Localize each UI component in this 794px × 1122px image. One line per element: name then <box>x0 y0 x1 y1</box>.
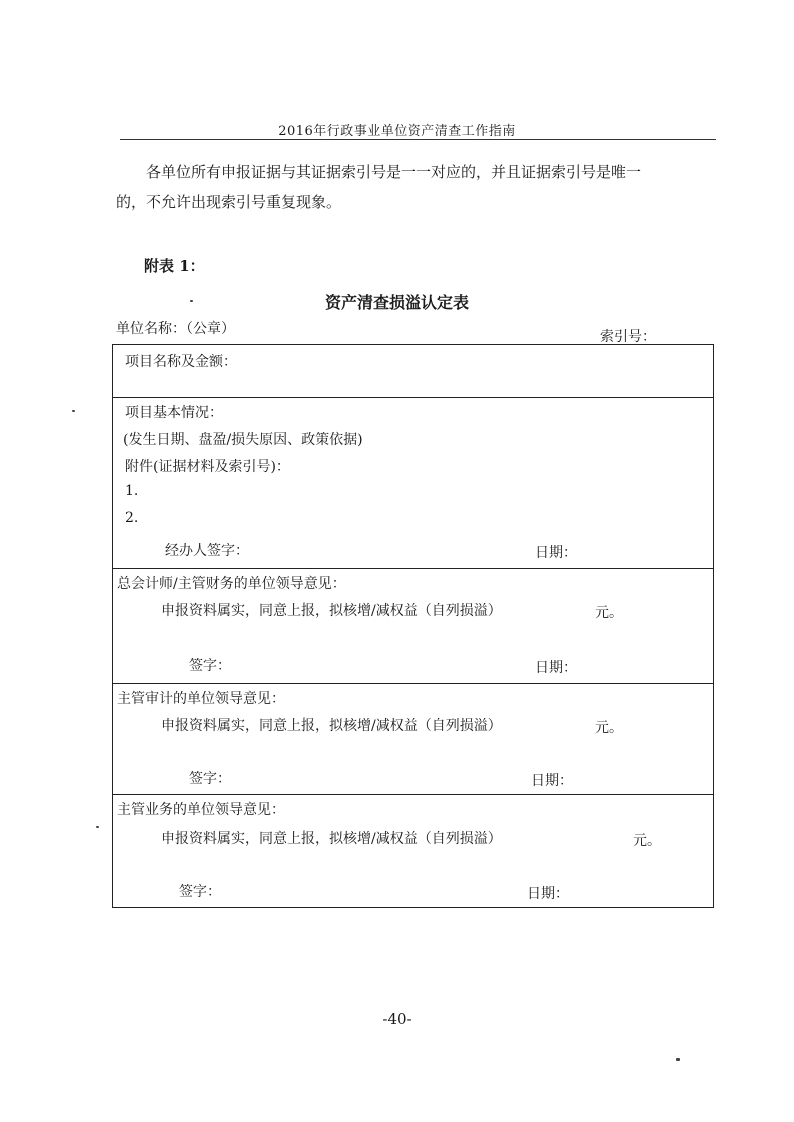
index-number-label: 索引号： <box>600 329 656 345</box>
scan-speck <box>96 826 99 828</box>
row-item-name-amount <box>113 345 714 398</box>
row-opinion-audit <box>113 684 714 795</box>
opinion-date-label: 日期： <box>527 886 569 902</box>
opinion-label: 主管业务的单位领导意见： <box>117 802 285 818</box>
handler-date-label: 日期： <box>535 545 577 561</box>
row-opinion-finance <box>113 569 714 684</box>
unit-name-label: 单位名称：（公章） <box>116 321 235 337</box>
attachment-label: 附件(证据材料及索引号)： <box>125 459 290 475</box>
opinion-date-label: 日期： <box>535 660 577 676</box>
scan-speck <box>190 300 193 302</box>
opinion-unit: 元。 <box>595 605 623 621</box>
row-basic-info <box>113 398 714 569</box>
attachment-item-1: 1. <box>125 483 139 499</box>
opinion-sign-label: 签字： <box>189 771 231 787</box>
item-name-amount-label: 项目名称及金额： <box>125 354 237 370</box>
opinion-date-label: 日期： <box>531 773 573 789</box>
opinion-sign-label: 签字： <box>179 884 221 900</box>
opinion-statement: 申报资料属实，同意上报，拟核增/减权益（自列损溢） <box>161 718 502 734</box>
basic-info-label: 项目基本情况： <box>125 405 223 421</box>
basic-info-note: (发生日期、盘盈/损失原因、政策依据) <box>123 432 363 448</box>
page-number: -40- <box>382 1010 412 1028</box>
row-opinion-business <box>113 795 714 908</box>
form-title: 资产清查损溢认定表 <box>324 293 469 312</box>
handler-sign-label: 经办人签字： <box>165 543 249 559</box>
scan-speck <box>676 1058 680 1061</box>
scan-speck <box>72 410 75 412</box>
annex-label: 附表 1： <box>144 257 205 275</box>
page-header-title: 2016年行政事业单位资产清查工作指南 <box>278 124 516 139</box>
opinion-label: 主管审计的单位领导意见： <box>117 691 285 707</box>
opinion-sign-label: 签字： <box>189 658 231 674</box>
opinion-statement: 申报资料属实，同意上报，拟核增/减权益（自列损溢） <box>161 831 502 847</box>
asset-gain-loss-form <box>112 344 714 908</box>
opinion-unit: 元。 <box>633 833 661 849</box>
header-rule <box>120 139 716 140</box>
opinion-statement: 申报资料属实，同意上报，拟核增/减权益（自列损溢） <box>161 603 502 619</box>
opinion-unit: 元。 <box>595 720 623 736</box>
attachment-item-2: 2. <box>125 510 139 526</box>
intro-line-2: 的，不允许出现索引号重复现象。 <box>116 193 342 211</box>
opinion-label: 总会计师/主管财务的单位领导意见： <box>117 576 346 592</box>
intro-line-1: 各单位所有申报证据与其证据索引号是一一对应的，并且证据索引号是唯一 <box>146 163 642 181</box>
